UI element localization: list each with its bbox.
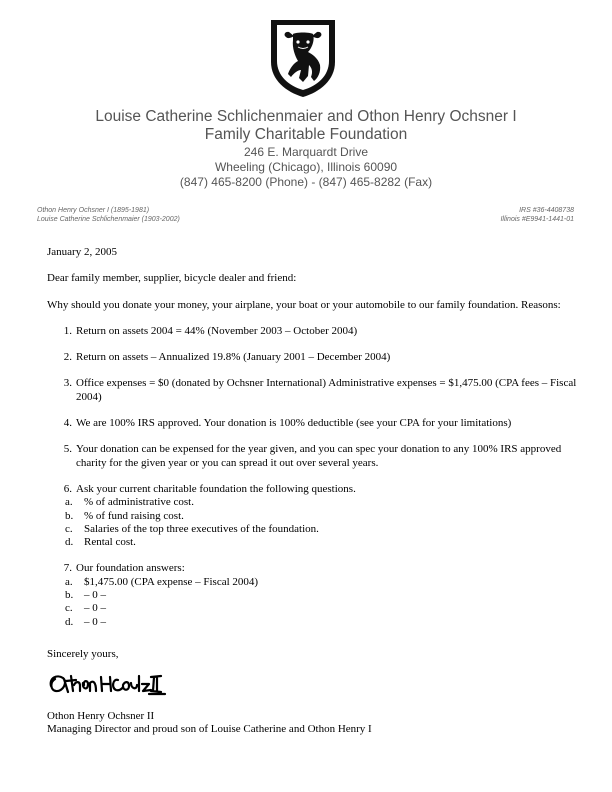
address-city: Wheeling (Chicago), Illinois 60090 <box>214 160 398 174</box>
sub-item <box>47 602 582 615</box>
reason-number: 3. <box>63 377 72 390</box>
sub-item-text: Rental cost. <box>84 536 136 549</box>
reason-item <box>47 562 582 575</box>
founder-othon: Othon Henry Ochsner I (1895-1981) <box>37 207 150 214</box>
sub-item <box>47 576 582 589</box>
reason-text: Your donation can be expensed for the year given, and you can spec your donation to any 100% IRS approved charity for the given year or you can spread it out over several years. <box>76 443 562 469</box>
sub-item <box>47 510 582 523</box>
sub-item-letter: c. <box>65 602 73 615</box>
sub-item-letter: a. <box>65 575 73 588</box>
sub-item-text: $1,475.00 (CPA expense – Fiscal 2004) <box>84 575 259 588</box>
reason-item <box>47 443 582 470</box>
reason-number: 7. <box>63 562 72 575</box>
letter-body <box>47 246 582 736</box>
sub-item-letter: b. <box>65 589 74 602</box>
bull-crest-logo <box>268 18 338 98</box>
reason-item <box>47 377 582 404</box>
reason-text: Our foundation answers: <box>76 562 185 575</box>
irs-number: IRS #36-4408738 <box>519 207 574 214</box>
reason-text: Return on assets 2004 = 44% (November 2003 – October 2004) <box>76 324 358 337</box>
address-street: 246 E. Marquardt Drive <box>243 145 369 159</box>
reason-text: Ask your current charitable foundation the following questions. <box>76 482 356 495</box>
signer-title: Managing Director and proud son of Louise Catherine and Othon Henry I <box>47 722 372 735</box>
sub-item-text: % of administrative cost. <box>84 496 194 509</box>
reason-item <box>47 417 582 430</box>
reason-number: 6. <box>63 482 72 495</box>
sub-item <box>47 589 582 602</box>
sub-item-letter: a. <box>65 496 73 509</box>
illinois-number: Illinois #E9941-1441-01 <box>500 216 574 223</box>
sub-item-text: Salaries of the top three executives of the foundation. <box>84 522 319 535</box>
reason-item <box>47 325 582 338</box>
founder-louise: Louise Catherine Schlichenmaier (1903-2002) <box>37 216 180 223</box>
sub-item-text: – 0 – <box>84 615 106 628</box>
reason-number: 2. <box>63 351 72 364</box>
reason-text: Office expenses = $0 (donated by Ochsner International) Administrative expenses = $1,475.00 (CPA fees – Fiscal 2004) <box>76 377 577 403</box>
sub-item-letter: b. <box>65 509 74 522</box>
sub-item-text: % of fund raising cost. <box>84 509 184 522</box>
letter-date: January 2, 2005 <box>47 246 117 258</box>
sub-item <box>47 523 582 536</box>
intro-paragraph: Why should you donate your money, your airplane, your boat or your automobile to our family foundation. Reasons: <box>47 298 561 311</box>
reasons-list <box>47 325 582 629</box>
reason-number: 5. <box>63 443 72 456</box>
signer-name: Othon Henry Ochsner II <box>47 709 155 722</box>
reason-text: Return on assets – Annualized 19.8% (January 2001 – December 2004) <box>76 351 391 364</box>
foundation-name-line2: Family Charitable Foundation <box>204 126 408 143</box>
salutation: Dear family member, supplier, bicycle dealer and friend: <box>47 272 297 285</box>
reason-item <box>47 483 582 496</box>
reason-number: 1. <box>63 324 72 337</box>
sub-item <box>47 536 582 549</box>
signature-image <box>47 668 197 700</box>
reason-item <box>47 351 582 364</box>
sub-item <box>47 616 582 629</box>
sub-item-text: – 0 – <box>84 602 106 615</box>
foundation-name-line1: Louise Catherine Schlichenmaier and Othon Henry Ochsner I <box>95 108 517 125</box>
sub-item <box>47 496 582 509</box>
sub-item-text: – 0 – <box>84 589 106 602</box>
closing: Sincerely yours, <box>47 647 119 660</box>
reason-text: We are 100% IRS approved. Your donation is 100% deductible (see your CPA for your limitations) <box>76 417 512 430</box>
phone-fax: (847) 465-8200 (Phone) - (847) 465-8282 (Fax) <box>179 175 433 189</box>
sub-item-letter: d. <box>65 615 74 628</box>
sub-item-letter: c. <box>65 522 73 535</box>
reason-number: 4. <box>63 417 72 430</box>
sub-item-letter: d. <box>65 536 74 549</box>
